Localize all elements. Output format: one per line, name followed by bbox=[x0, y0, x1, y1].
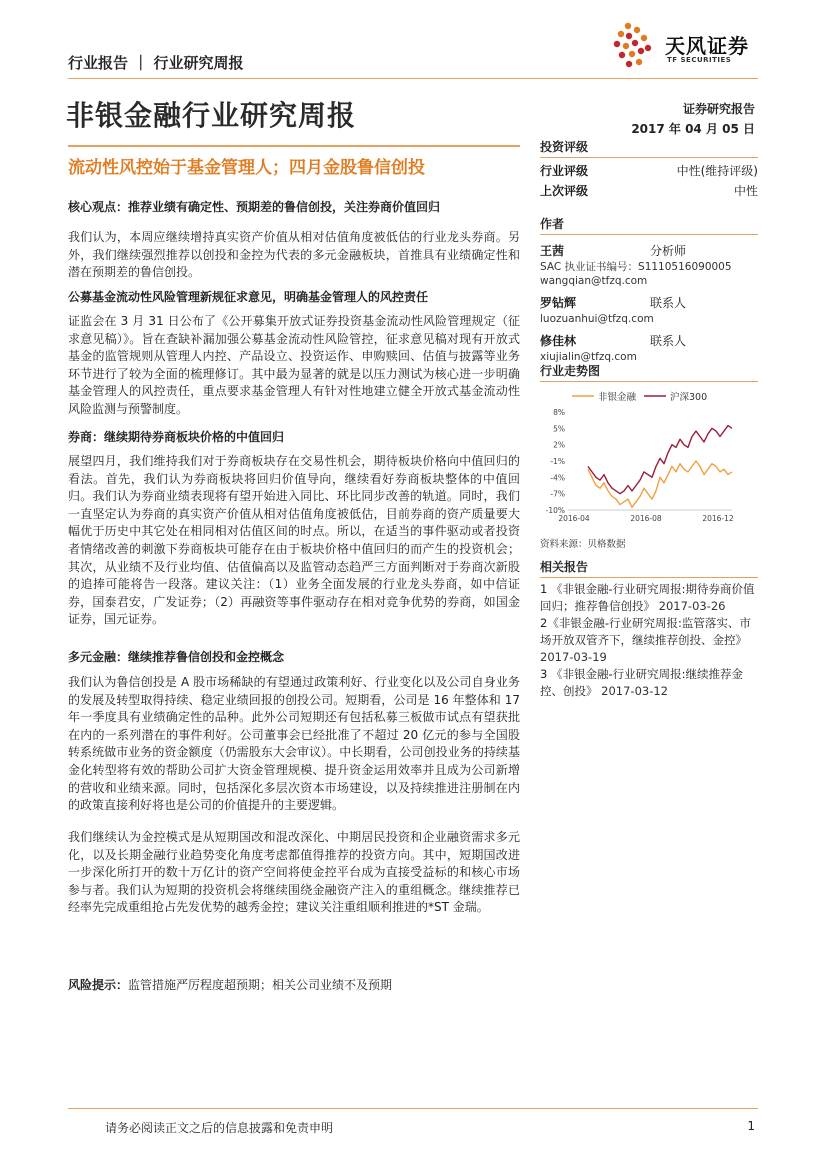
trend-title: 行业走势图 bbox=[540, 362, 758, 382]
author-cert: SAC 执业证书编号：S1110516090005 bbox=[540, 261, 732, 273]
related-report-date: 2017-03-19 bbox=[540, 650, 607, 664]
risk-warning bbox=[68, 976, 392, 994]
related-report-1[interactable] bbox=[540, 581, 758, 615]
author-role: 联系人 bbox=[650, 296, 687, 310]
author-1 bbox=[540, 240, 758, 288]
author-name: 修佳林 bbox=[540, 334, 577, 348]
rating-value: 中性(维持评级) bbox=[676, 164, 758, 178]
y-tick-label: 2% bbox=[553, 440, 565, 450]
y-tick-label: 8% bbox=[553, 408, 565, 417]
legend-label: 非银金融 bbox=[598, 392, 637, 403]
paragraph-fund: 证监会在 3 月 31 日公布了《公开募集开放式证券投资基金流动性风险管理规定（征求意见稿）》。旨在查缺补漏加强公募基金流动性风险管控，征求意见稿对现有开放式基金的监管规则从管理人内控、产品设立、投资运作、申购赎回、估值与披露等业务环节进行了较为全面的梳理修订。其中最为显著的就是以压力测试为核心进一步明确基金管理人的风控责任，重点要求基金管理人有针对性地建立健全开放式基金流动性风险监测与预警制度。 bbox=[68, 314, 520, 416]
rating-title: 投资评级 bbox=[540, 138, 758, 158]
trend-chart-section bbox=[540, 362, 758, 550]
header-divider bbox=[68, 78, 758, 79]
related-report-text: 3 《非银金融-行业研究周报:继续推荐金控、创投》 bbox=[540, 667, 743, 698]
logo-text: 天风证券 bbox=[665, 34, 749, 58]
rating-row-industry bbox=[540, 161, 758, 181]
author-2 bbox=[540, 292, 758, 326]
paragraph-holding: 我们继续认为金控模式是从短期国改和混改深化、中期居民投资和企业融资需求多元化，以及长期金融行业趋势变化角度考虑都值得推荐的投资方向。其中，短期国改进一步深化所打开的数十万亿计的资产空间将使金控平台成为直接受益标的和核心市场参与者。我们认为短期的投资机会将继续围绕金融资产注入的重组概念。继续推荐已经率先完成重组抢占先发优势的越秀金控；建议关注重组顺利推进的*ST 金瑞。 bbox=[68, 830, 520, 915]
related-report-text: 2《非银金融-行业研究周报:监管落实、市场开放双管齐下，继续推荐创投、金控》 bbox=[540, 616, 751, 647]
rating-label: 上次评级 bbox=[540, 184, 589, 198]
related-report-date: 2017-03-26 bbox=[658, 599, 726, 613]
author-email[interactable]: luozuanhui@tfzq.com bbox=[540, 313, 654, 325]
author-name: 王茜 bbox=[540, 244, 565, 258]
section-heading-fund: 公募基金流动性风险管理新规征求意见，明确基金管理人的风控责任 bbox=[68, 290, 429, 304]
rating-value: 中性 bbox=[733, 184, 758, 198]
chart-source: 资料来源：贝格数据 bbox=[540, 539, 626, 550]
page-number: 1 bbox=[747, 1119, 755, 1133]
page-title: 非银金融行业研究周报 bbox=[66, 99, 357, 132]
subtitle-divider bbox=[68, 145, 520, 147]
trend-chart bbox=[540, 382, 758, 532]
report-type: 证券研究报告 bbox=[682, 102, 755, 116]
rating-label: 行业评级 bbox=[540, 164, 589, 178]
y-tick-label: -1% bbox=[550, 457, 565, 466]
report-subtitle: 流动性风控始于基金管理人；四月金股鲁信创投 bbox=[68, 158, 425, 178]
sidebar bbox=[540, 138, 758, 364]
related-reports bbox=[540, 558, 758, 700]
author-3 bbox=[540, 330, 758, 364]
report-date: 2017 年 04 月 05 日 bbox=[631, 122, 755, 136]
related-report-2[interactable] bbox=[540, 615, 758, 666]
author-role: 联系人 bbox=[650, 334, 687, 348]
author-email[interactable]: wangqian@tfzq.com bbox=[540, 275, 648, 287]
paragraph-luxin: 我们认为鲁信创投是 A 股市场稀缺的有望通过政策利好、行业变化以及公司自身业务的发展及转型取得持续、稳定业绩回报的创投公司。短期看，公司是 16 年整体和 17 年一季度具有业绩确定性的品种。此外公司短期还有包括私募三板做市试点有望获批在内的一系列潜在的事件利好。公司董事会已经批准了不超过 20 亿元的参与全国股转系统做市业务的资金额度（仍需股东大会审议）。中长期看，公司创投业务的持续基金化转型将有效的帮助公司扩大资金管理规模、提升资金运用效率并且成为公司新增的营收和业绩来源。同时，包括深化多层次资本市场建设，以及持续推进注册制在内的政策直接利好将也是公司的价值提升的主要逻辑。 bbox=[68, 675, 520, 813]
author-role: 分析师 bbox=[650, 244, 687, 258]
section-heading-broker: 券商：继续期待券商板块价格的中值回归 bbox=[68, 430, 285, 444]
section-heading-diversified: 多元金融：继续推荐鲁信创投和金控概念 bbox=[68, 650, 285, 664]
y-tick-label: -4% bbox=[550, 473, 565, 483]
y-tick-label: -7% bbox=[550, 489, 565, 499]
paragraph-broker: 展望四月，我们维持我们对于券商板块存在交易性机会，期待板块价格向中值回归的看法。首先，我们认为券商板块将回归价值导向，继续看好券商板块整体的中值回归。我们认为券商业绩表现将有望开始进入同比、环比同步改善的轨道。同时，我们一直坚定认为券商的真实资产价值从相对估值角度被低估，目前券商的资产质量要大幅优于历史中其它处在相同相对估值区间的时点。所以，在适当的事件驱动或者投资者情绪改善的刺激下券商板块可能存在由于板块价格中值回归的而产生的投资机会；其次，从业绩不及行业均值、估值偏高以及监管动态趋严三方面判断对于券商次新股的追捧可能将告一段落。建议关注：（1）业务全面发展的行业龙头券商，如中信证券，国泰君安，广发证券；（2）再融资等事件驱动存在相对竞争优势的券商，如国金证券，国元证券。 bbox=[68, 454, 520, 627]
x-tick-label: 2016-12 bbox=[702, 514, 734, 523]
y-tick-label: -10% bbox=[545, 506, 565, 515]
series-line bbox=[588, 426, 732, 494]
author-email[interactable]: xiujialin@tfzq.com bbox=[540, 351, 637, 363]
rating-row-previous bbox=[540, 181, 758, 201]
footer-disclaimer: 请务必阅读正文之后的信息披露和免责申明 bbox=[105, 1121, 334, 1135]
legend-label: 沪深300 bbox=[670, 392, 708, 403]
author-name: 罗钻辉 bbox=[540, 296, 577, 310]
section-heading-core: 核心观点：推荐业绩有确定性、预期差的鲁信创投，关注券商价值回归 bbox=[68, 200, 441, 214]
related-report-text: 1 《非银金融-行业研究周报:期待券商价值回归；推荐鲁信创投》 bbox=[540, 582, 755, 613]
authors-title: 作者 bbox=[540, 215, 758, 235]
footer-divider bbox=[68, 1108, 758, 1109]
report-category: 行业报告 ｜ 行业研究周报 bbox=[68, 54, 244, 72]
logo-text-en: TF SECURITIES bbox=[667, 56, 732, 64]
y-tick-label: 5% bbox=[553, 424, 565, 434]
related-report-date: 2017-03-12 bbox=[601, 684, 668, 698]
risk-label: 风险提示： bbox=[68, 978, 129, 992]
risk-text: 监管措施严厉程度超预期；相关公司业绩不及预期 bbox=[128, 978, 393, 992]
x-tick-label: 2016-04 bbox=[558, 514, 590, 523]
related-report-3[interactable] bbox=[540, 666, 758, 700]
related-title: 相关报告 bbox=[540, 558, 758, 578]
paragraph-core: 我们认为，本周应继续增持真实资产价值从相对估值角度被低估的行业龙头券商。另外，我们继续强烈推荐以创投和金控为代表的多元金融板块，首推具有业绩确定性和潜在预期差的鲁信创投。 bbox=[68, 230, 520, 280]
x-tick-label: 2016-08 bbox=[630, 514, 662, 523]
